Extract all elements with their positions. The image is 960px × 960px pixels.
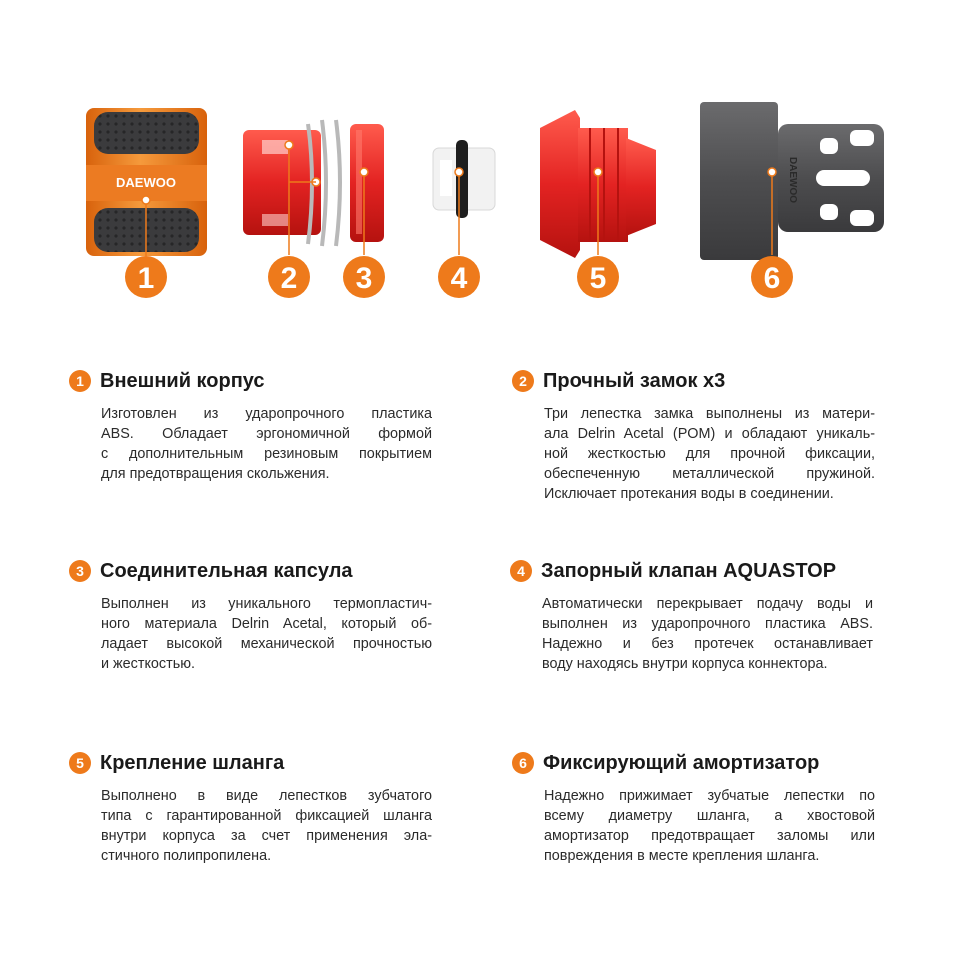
feature-number: 4: [510, 560, 532, 582]
feature-description: Надежно прижимает зубчатые лепестки по всему диаметру шланга, а хвостовой амортизатор предотвращает заломы или повреждения в месте крепления шланга.: [544, 788, 875, 864]
badge-6: [751, 256, 793, 298]
leader-dot: [594, 168, 602, 176]
leader-dot: [285, 141, 293, 149]
svg-text:3: 3: [355, 262, 373, 295]
badge-2: [268, 256, 310, 298]
feature-title: Запорный клапан AQUASTOP: [541, 559, 837, 582]
leader-dot: [455, 168, 463, 176]
feature-hose-fastening: [69, 748, 449, 866]
svg-text:5: 5: [589, 262, 607, 295]
feature-description: Изготовлен из ударопрочного пластика ABS. Обладает эргономичной формой с дополнительным резиновым покрытием для предотвращения скольжения.: [101, 406, 432, 482]
feature-title: Внешний корпус: [100, 369, 265, 392]
feature-description: Три лепестка замка выполнены из матери- ала Delrin Acetal (POM) и обладают уникаль- ной жесткостью для прочной фиксации, обеспеченную металлической пружиной. Исключает протекания воды в соединении.: [544, 406, 875, 502]
badge-4: [438, 256, 480, 298]
part-aquastop-valve: [433, 140, 495, 218]
leader-dot: [142, 196, 150, 204]
feature-number: 6: [512, 752, 534, 774]
feature-description: Выполнен из уникального термопластич- ного материала Delrin Acetal, который об- ладает высокой механической прочностью и жесткостью.: [101, 596, 432, 672]
feature-title: Соединительная капсула: [100, 559, 353, 582]
feature-number: 1: [69, 370, 91, 392]
leader-dot: [360, 168, 368, 176]
feature-strong-lock: [512, 366, 892, 504]
brand-logo: DAEWOO: [116, 175, 176, 190]
feature-description: Выполнено в виде лепестков зубчатого типа с гарантированной фиксацией шланга внутри корпуса за счет применения эла- стичного полипропилена.: [101, 788, 432, 864]
exploded-parts-diagram: [0, 0, 960, 330]
feature-title: Фиксирующий амортизатор: [543, 751, 820, 774]
svg-text:2: 2: [280, 262, 298, 295]
number-badges: [125, 256, 793, 298]
badge-5: [577, 256, 619, 298]
feature-title: Прочный замок х3: [543, 369, 726, 392]
badge-1: [125, 256, 167, 298]
feature-title: Крепление шланга: [100, 751, 285, 774]
feature-aquastop-valve: [510, 556, 890, 674]
feature-number: 3: [69, 560, 91, 582]
leader-dot: [768, 168, 776, 176]
feature-description: Автоматически перекрывает подачу воды и выполнен из ударопрочного пластика ABS. Надежно и без протечек останавливает воду находясь внутри корпуса коннектора.: [542, 596, 873, 672]
svg-text:6: 6: [763, 262, 781, 295]
feature-connecting-capsule: [69, 556, 449, 674]
brand-emboss: DAEWOO: [787, 156, 798, 204]
feature-shock-absorber: [512, 748, 892, 866]
feature-number: 2: [512, 370, 534, 392]
part-shock-absorber: [700, 102, 884, 260]
feature-outer-housing: [69, 366, 449, 484]
badge-3: [343, 256, 385, 298]
svg-text:4: 4: [450, 262, 468, 295]
feature-number: 5: [69, 752, 91, 774]
svg-text:1: 1: [137, 262, 155, 295]
